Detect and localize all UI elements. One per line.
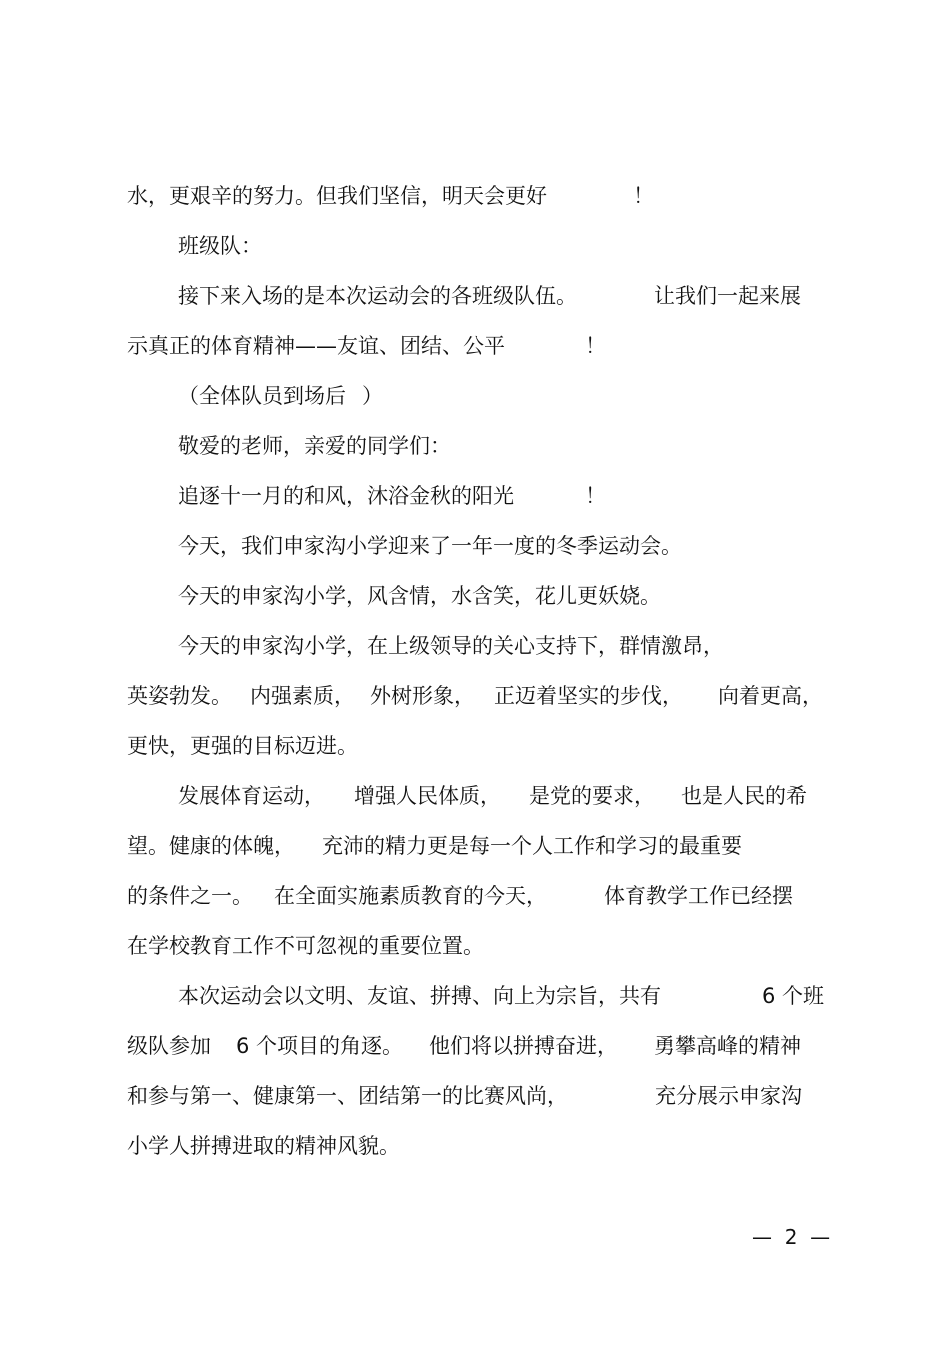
text-line <box>0 431 950 481</box>
text-segment: 敬爱的老师，亲爱的同学们： <box>178 434 451 458</box>
text-segment: 级队参加 <box>127 1034 211 1058</box>
text-segment: 勇攀高峰的精神 <box>654 1034 801 1058</box>
text-segment: （全体队员到场后 <box>178 384 346 408</box>
text-segment: 也是人民的希 <box>681 784 807 808</box>
text-line <box>0 781 950 831</box>
text-segment: 充沛的精力更是每一个人工作和学习的最重要 <box>322 834 742 858</box>
text-segment: 正迈着坚实的步伐， <box>494 684 683 708</box>
text-line <box>0 281 950 331</box>
text-line <box>0 481 950 531</box>
text-segment: 是党的要求， <box>529 784 655 808</box>
text-segment: 发展体育运动， <box>178 784 325 808</box>
text-segment: 今天的申家沟小学，在上级领导的关心支持下，群情激昂， <box>178 634 724 658</box>
text-segment: 充分展示申家沟 <box>655 1084 802 1108</box>
text-line <box>0 181 950 231</box>
text-segment: 6 个项目的角逐。 <box>236 1034 404 1058</box>
text-line <box>0 681 950 731</box>
text-segment: 今天的申家沟小学，风含情，水含笑，花儿更妖娆。 <box>178 584 661 608</box>
text-segment: 在全面实施素质教育的今天， <box>274 884 547 908</box>
text-line <box>0 531 950 581</box>
text-line <box>0 231 950 281</box>
text-segment: 小学人拼搏进取的精神风貌。 <box>127 1134 400 1158</box>
text-segment: 更快，更强的目标迈进。 <box>127 734 358 758</box>
text-line <box>0 631 950 681</box>
page-number: — 2 — <box>752 1225 831 1249</box>
text-line <box>0 1081 950 1131</box>
text-segment: 外树形象， <box>370 684 475 708</box>
text-segment: 他们将以拼搏奋进， <box>429 1034 618 1058</box>
text-line <box>0 331 950 381</box>
text-segment: ！ <box>633 184 654 208</box>
text-line <box>0 581 950 631</box>
text-segment: 本次运动会以文明、友谊、拼搏、向上为宗旨，共有 <box>178 984 661 1008</box>
text-segment: 班级队： <box>178 234 262 258</box>
text-segment: 在学校教育工作不可忽视的重要位置。 <box>127 934 484 958</box>
text-segment: 追逐十一月的和风，沐浴金秋的阳光 <box>178 484 514 508</box>
text-segment: 今天，我们申家沟小学迎来了一年一度的冬季运动会。 <box>178 534 682 558</box>
text-segment: 望。健康的体魄， <box>127 834 295 858</box>
text-line <box>0 1031 950 1081</box>
text-segment: 让我们一起来展 <box>654 284 801 308</box>
text-segment: 接下来入场的是本次运动会的各班级队伍。 <box>178 284 577 308</box>
text-line <box>0 731 950 781</box>
text-line <box>0 831 950 881</box>
text-segment: ！ <box>585 334 606 358</box>
text-line <box>0 1131 950 1181</box>
text-segment: ） <box>362 384 383 408</box>
text-segment: ！ <box>585 484 606 508</box>
text-line <box>0 381 950 431</box>
text-segment: 增强人民体质， <box>354 784 501 808</box>
text-segment: 内强素质， <box>250 684 355 708</box>
text-segment: 和参与第一、健康第一、团结第一的比赛风尚， <box>127 1084 568 1108</box>
text-line <box>0 881 950 931</box>
text-segment: 6 个班 <box>762 984 825 1008</box>
text-line <box>0 981 950 1031</box>
text-segment: 示真正的体育精神——友谊、团结、公平 <box>127 334 505 358</box>
text-segment: 向着更高， <box>718 684 823 708</box>
text-segment: 的条件之一。 <box>127 884 253 908</box>
text-line <box>0 931 950 981</box>
text-segment: 体育教学工作已经摆 <box>604 884 793 908</box>
text-segment: 英姿勃发。 <box>127 684 232 708</box>
text-segment: 水，更艰辛的努力。但我们坚信，明天会更好 <box>127 184 547 208</box>
